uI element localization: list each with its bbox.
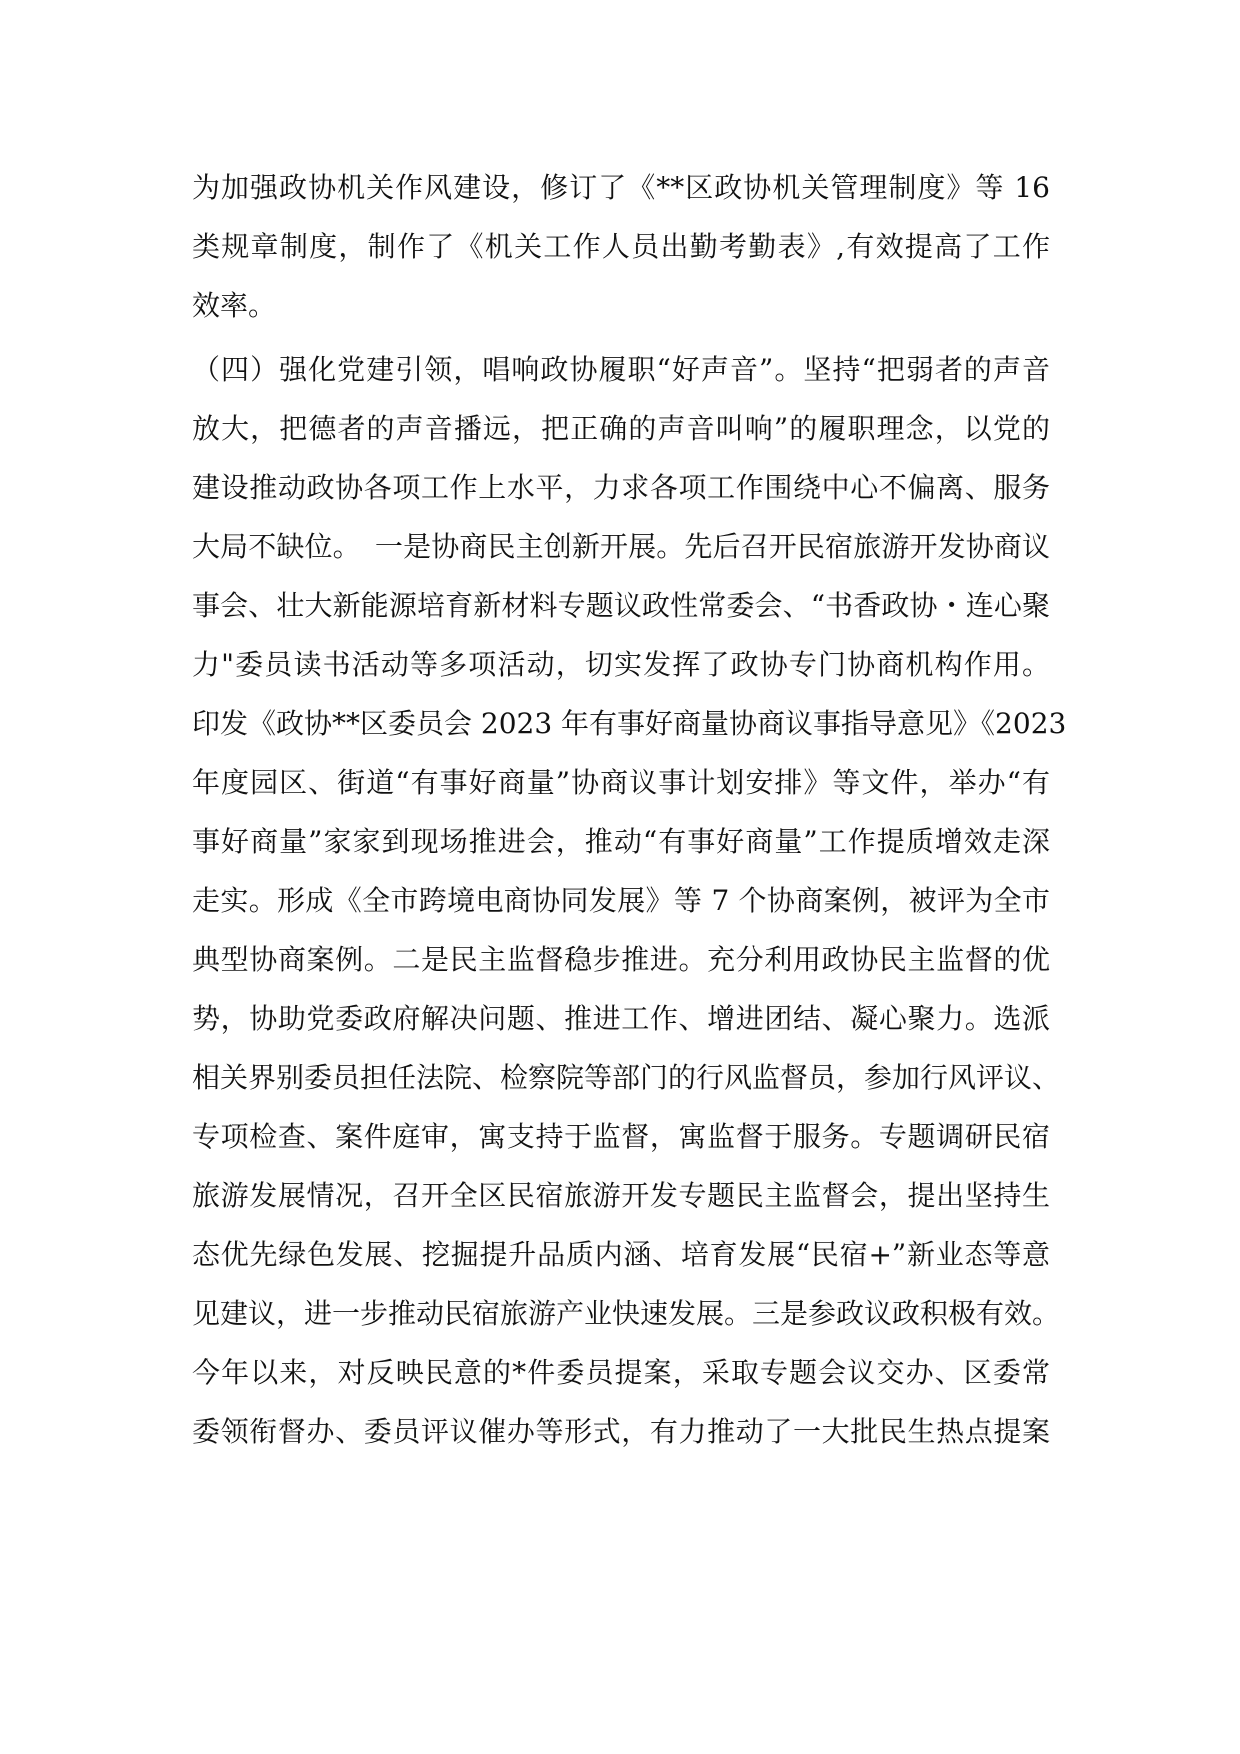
text-line: 态优先绿色发展、挖掘提升品质内涵、培育发展“民宿+”新业态等意 bbox=[192, 1238, 1050, 1271]
text-line: 旅游发展情况，召开全区民宿旅游开发专题民主监督会，提出坚持生 bbox=[192, 1179, 1050, 1212]
paragraph-party-building bbox=[192, 340, 1067, 1461]
text-line: 委领衔督办、委员评议催办等形式，有力推动了一大批民生热点提案 bbox=[192, 1415, 1050, 1448]
text-line: 见建议，进一步推动民宿旅游产业快速发展。三是参政议政积极有效。 bbox=[192, 1297, 1061, 1330]
paragraph-work-style bbox=[192, 158, 1050, 335]
text-line: 专项检查、案件庭审，寓支持于监督，寓监督于服务。专题调研民宿 bbox=[192, 1120, 1050, 1153]
text-line: 放大，把德者的声音播远，把正确的声音叫响”的履职理念，以党的 bbox=[192, 412, 1050, 445]
text-line: 典型协商案例。二是民主监督稳步推进。充分利用政协民主监督的优 bbox=[192, 943, 1050, 976]
text-line: 印发《政协**区委员会 2023 年有事好商量协商议事指导意见》《2023 bbox=[192, 707, 1067, 740]
text-line: 相关界别委员担任法院、检察院等部门的行风监督员，参加行风评议、 bbox=[192, 1061, 1061, 1094]
text-line: 事会、壮大新能源培育新材料专题议政性常委会、“书香政协・连心聚 bbox=[192, 589, 1050, 622]
text-line: 年度园区、街道“有事好商量”协商议事计划安排》等文件，举办“有 bbox=[192, 766, 1050, 799]
text-line: 大局不缺位。 一是协商民主创新开展。先后召开民宿旅游开发协商议 bbox=[192, 530, 1050, 563]
text-line: （四）强化党建引领，唱响政协履职“好声音”。坚持“把弱者的声音 bbox=[192, 353, 1050, 386]
text-line: 今年以来，对反映民意的*件委员提案，采取专题会议交办、区委常 bbox=[192, 1356, 1050, 1389]
text-line: 类规章制度，制作了《机关工作人员出勤考勤表》,有效提高了工作 bbox=[192, 230, 1050, 263]
text-line: 建设推动政协各项工作上水平，力求各项工作围绕中心不偏离、服务 bbox=[192, 471, 1050, 504]
text-line: 效率。 bbox=[192, 289, 277, 322]
text-line: 事好商量”家家到现场推进会，推动“有事好商量”工作提质增效走深 bbox=[192, 825, 1050, 858]
text-line: 力"委员读书活动等多项活动，切实发挥了政协专门协商机构作用。 bbox=[192, 648, 1050, 681]
text-line: 为加强政协机关作风建设，修订了《**区政协机关管理制度》等 16 bbox=[192, 171, 1050, 204]
text-line: 走实。形成《全市跨境电商协同发展》等 7 个协商案例，被评为全市 bbox=[192, 884, 1050, 917]
text-line: 势，协助党委政府解决问题、推进工作、增进团结、凝心聚力。选派 bbox=[192, 1002, 1050, 1035]
